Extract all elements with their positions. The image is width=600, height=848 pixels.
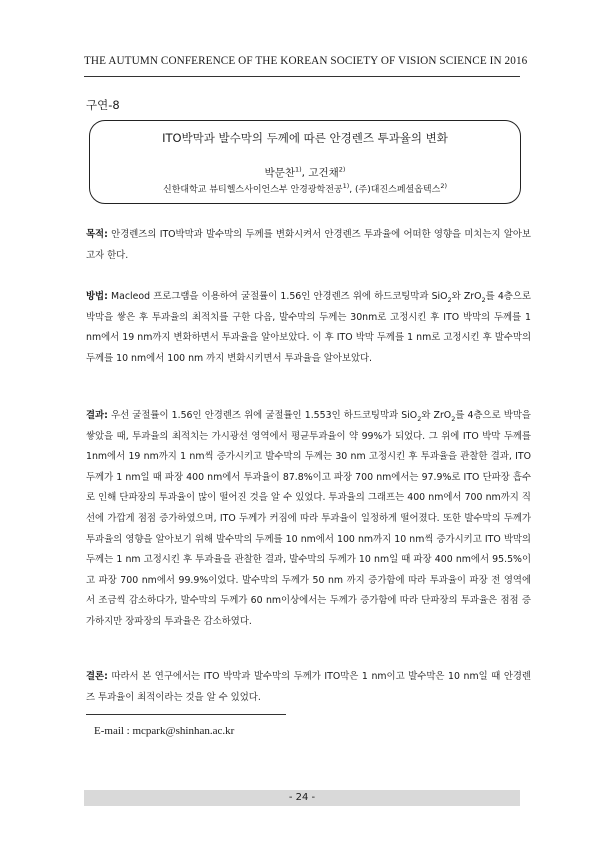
- result-label: 결과:: [86, 410, 108, 421]
- authors: [90, 165, 520, 180]
- method-subscript-2: 2: [481, 295, 486, 304]
- affiliation-2-mark: 2): [440, 182, 447, 190]
- affiliation-1-mark: 1): [342, 182, 350, 190]
- author-1: 박문찬: [264, 167, 295, 179]
- result-paragraph: [86, 406, 531, 633]
- purpose-label: 목적:: [86, 229, 108, 240]
- result-text-3: 를 4층으로 박막을 쌓았을 때, 투과율의 최적치는 가시광선 영역에서 평균투과율이 약 99%가 되었다. 그 위에 ITO 박막 두께를 1nm에서 19 nm까지 1 nm씩 증가시키고 발수막의 두께는 30 nm 고정시킨 후 투과율을 관찰한 결과, ITO 두께가 1 nm일 때 파장 400 nm에서 투과율이 87.8%이고 파장 700 nm에서는 97.9%로 ITO 단파장 흡수로 인해 단파장의 투과율이 많이 떨어진 것을 알 수 있었다. 투과율의 그래프는 400 nm에서 700 nm까지 직선에 가깝게 점점 증가하였으며, ITO 두께가 커짐에 따라 투과율이 일정하게 떨어졌다. 또한 발수막의 두께가 투과율의 영향을 알아보기 위해 발수막의 두께를 10 nm에서 100 nm까지 10 nm씩 증가시키고 ITO 박막의 두께는 1 nm 고정시킨 후 투과율을 관찰한 결과, 발수막의 두께가 10 nm일 때 파장 400 nm에서 95.5%이고 파장 700 nm에서 99.9%이었다. 발수막의 두께가 50 nm 까지 증가함에 따라 투과율이 파장 전 영역에서 조금씩 감소하다가, 발수막의 두께가 60 nm이상에서는 두께가 증가함에 따라 단파장의 투과율은 점점 증가하지만 장파장의 투과율은 감소하였다.: [86, 410, 531, 627]
- method-paragraph: [86, 287, 531, 369]
- paper-title: ITO박막과 발수막의 두께에 따른 안경렌즈 투과율의 변화: [162, 131, 448, 145]
- section-label: 구연-8: [86, 98, 120, 112]
- method-label: 방법:: [86, 291, 108, 302]
- conclusion-paragraph: [86, 667, 531, 708]
- author-separator: ,: [301, 167, 309, 179]
- affiliations: [90, 182, 520, 195]
- result-subscript-1: 2: [417, 414, 422, 423]
- conclusion-text: 따라서 본 연구에서는 ITO 박막과 발수막의 두께가 ITO막은 1 nm이고 발수막은 10 nm일 때 안경렌즈 투과율이 최적이라는 것을 알 수 있었다.: [86, 671, 531, 703]
- title-box: [89, 120, 521, 204]
- purpose-paragraph: [86, 225, 531, 266]
- method-text-2: 와 ZrO: [451, 291, 482, 302]
- page-number: - 24 -: [84, 790, 520, 806]
- method-text-3: 를 4층으로 박막을 쌓은 후 투과율의 최적치를 구한 다음, 발수막의 두께는 30nm로 고정시킨 후 ITO 박막의 두께를 1 nm에서 19 nm까지 변화하면서 투과율을 알아보았다. 이 후 ITO 박막 두께를 1 nm로 고정시킨 후 발수막의 두께를 10 nm에서 100 nm 까지 변화시키면서 투과율을 알아보았다.: [86, 291, 531, 364]
- author-2: 고건채: [308, 167, 339, 179]
- result-text-2: 와 ZrO: [421, 410, 452, 421]
- method-subscript-1: 2: [447, 295, 452, 304]
- author-email: E-mail : mcpark@shinhan.ac.kr: [94, 725, 235, 737]
- header-divider: [84, 76, 520, 77]
- footnote-divider: [86, 714, 286, 715]
- conclusion-label: 결론:: [86, 671, 108, 682]
- author-2-mark: 2): [338, 165, 346, 174]
- result-text-1: 우선 굴절률이 1.56인 안경렌즈 위에 굴절률인 1.553인 하드코팅막과 SiO: [107, 410, 418, 421]
- conference-header: THE AUTUMN CONFERENCE OF THE KOREAN SOCIETY OF VISION SCIENCE IN 2016: [84, 55, 528, 67]
- author-1-mark: 1): [294, 165, 302, 174]
- affiliation-2: (주)대진스페셜옵텍스: [355, 185, 441, 195]
- purpose-text: 안경렌즈의 ITO박막과 발수막의 두께를 변화시켜서 안경렌즈 투과율에 어떠한 영향을 미치는지 알아보고자 한다.: [86, 229, 531, 261]
- affiliation-separator: ,: [349, 185, 356, 195]
- result-subscript-2: 2: [451, 414, 456, 423]
- method-text-1: Macleod 프로그램을 이용하여 굴절률이 1.56인 안경렌즈 위에 하드코팅막과 SiO: [107, 291, 448, 302]
- affiliation-1: 신한대학교 뷰티헬스사이언스부 안경광학전공: [163, 185, 343, 195]
